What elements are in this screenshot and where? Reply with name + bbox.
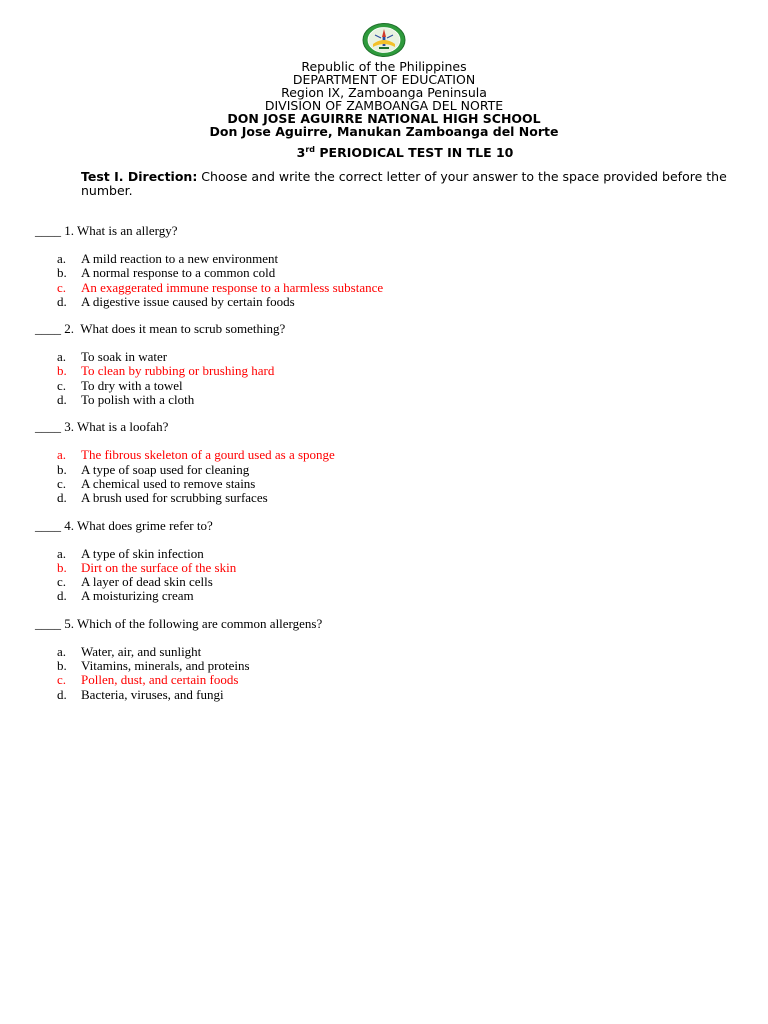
question-item [35,224,735,309]
answer-option [57,477,735,491]
question-text: ____ 2. What does it mean to scrub something? [35,321,286,337]
question-text: ____ 1. What is an allergy? [35,223,178,238]
direction-label: Test I. Direction: [81,169,198,184]
option-letter: a. [57,643,67,659]
option-text: A brush used for scrubbing surfaces [81,490,268,506]
option-letter: d. [57,293,67,309]
answer-option-correct [57,281,735,295]
option-letter: c. [57,672,67,688]
header-school-address: Don Jose Aguirre, Manukan Zamboanga del Norte [209,124,559,139]
option-letter: d. [57,490,67,506]
option-text: A normal response to a common cold [81,265,276,281]
answer-option [57,575,735,589]
test-title [0,145,768,160]
direction-text: Choose and write the correct letter of your answer to the space provided before the number. [81,169,727,198]
title-rest: PERIODICAL TEST IN TLE 10 [315,145,514,161]
option-text: A moisturizing cream [81,588,194,604]
answer-option-correct [57,364,735,378]
option-letter: d. [57,686,67,702]
answer-option [57,589,735,603]
question-text: ____ 4. What does grime refer to? [35,517,213,533]
answer-option [57,463,735,477]
option-letter: a. [57,447,67,463]
question-spacer [35,604,735,617]
option-text: A type of soap used for cleaning [81,461,250,477]
deped-seal-icon [361,22,407,58]
answer-options [57,350,735,407]
option-letter: b. [57,559,67,575]
question-text: ____ 5. Which of the following are common allergens? [35,615,323,631]
header-division: DIVISION OF ZAMBOANGA DEL NORTE [264,98,504,113]
title-superscript: rd [305,145,316,154]
option-letter: a. [57,545,67,561]
option-text: Pollen, dust, and certain foods [81,672,239,688]
header-republic: Republic of the Philippines [301,59,467,74]
answer-option [57,393,735,407]
option-text: The fibrous skeleton of a gourd used as a sponge [81,447,335,463]
option-text: A layer of dead skin cells [81,574,213,590]
option-letter: a. [57,349,67,365]
answer-option-correct [57,673,735,687]
answer-options [57,547,735,604]
header-school-name: DON JOSE AGUIRRE NATIONAL HIGH SCHOOL [227,111,541,126]
test-direction [81,170,741,198]
option-text: An exaggerated immune response to a harmless substance [81,279,384,295]
option-text: To clean by rubbing or brushing hard [81,363,275,379]
question-text: ____ 3. What is a loofah? [35,419,169,435]
answer-option [57,645,735,659]
question-item [35,322,735,407]
answer-option [57,379,735,393]
answer-option [57,688,735,702]
answer-options [57,448,735,505]
option-letter: d. [57,588,67,604]
option-text: Vitamins, minerals, and proteins [81,658,250,674]
option-text: A chemical used to remove stains [81,475,256,491]
option-letter: b. [57,265,67,281]
option-text: A type of skin infection [81,545,204,561]
answer-options [57,252,735,309]
question-item [35,617,735,702]
option-text: To soak in water [81,349,168,365]
answer-option [57,350,735,364]
answer-option-correct [57,448,735,462]
title-prefix: 3 [296,145,306,161]
option-letter: d. [57,392,67,408]
answer-option [57,266,735,280]
answer-option [57,252,735,266]
option-text: A digestive issue caused by certain foods [81,293,295,309]
option-text: Bacteria, viruses, and fungi [81,686,224,702]
option-letter: c. [57,279,67,295]
option-letter: b. [57,461,67,477]
option-letter: c. [57,377,67,393]
document-header [0,22,768,138]
option-text: A mild reaction to a new environment [81,251,279,266]
answer-options [57,645,735,702]
option-text: Dirt on the surface of the skin [81,559,237,575]
question-item [35,519,735,604]
answer-option [57,547,735,561]
answer-option [57,491,735,505]
option-letter: b. [57,658,67,674]
answer-option-correct [57,561,735,575]
answer-option [57,295,735,309]
header-department: DEPARTMENT OF EDUCATION [292,72,476,87]
answer-option [57,659,735,673]
option-letter: a. [57,251,67,266]
question-spacer [35,506,735,519]
option-letter: c. [57,475,67,491]
option-text: Water, air, and sunlight [81,643,202,659]
option-text: To dry with a towel [81,377,183,393]
question-list [35,224,735,702]
option-text: To polish with a cloth [81,392,195,408]
question-item [35,420,735,505]
option-letter: c. [57,574,67,590]
header-region: Region IX, Zamboanga Peninsula [281,85,487,100]
option-letter: b. [57,363,67,379]
